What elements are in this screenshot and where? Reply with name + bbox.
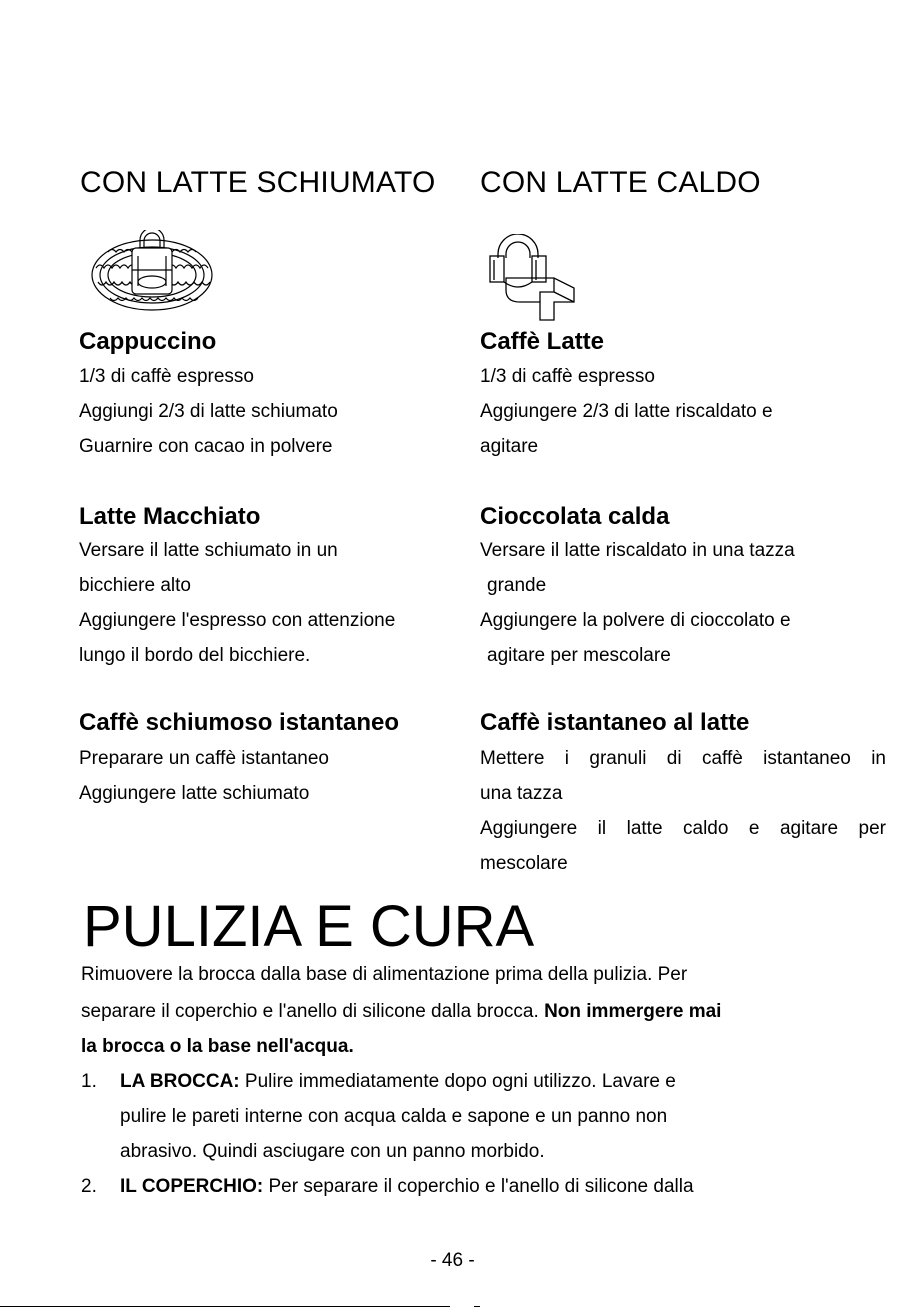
intro-text: separare il coperchio e l'anello di silicone dalla brocca.: [81, 1001, 545, 1022]
recipe-line: agitare per mescolare: [487, 645, 671, 666]
list-number: 2.: [81, 1176, 97, 1197]
intro-line: [81, 1036, 354, 1058]
recipe-line: Aggiungere l'espresso con attenzione: [79, 610, 396, 631]
recipe-line: Guarnire con cacao in polvere: [79, 436, 333, 457]
recipe-line: Aggiungere 2/3 di latte riscaldato e: [480, 401, 773, 422]
bottom-mark: [474, 1306, 480, 1307]
list-item: [120, 1176, 694, 1198]
intro-warning: Non immergere mai: [544, 1001, 722, 1022]
recipe-line: Mettere i granuli di caffè istantaneo in: [480, 748, 886, 769]
list-item-label: LA BROCCA:: [120, 1071, 240, 1092]
recipe-line: Preparare un caffè istantaneo: [79, 748, 329, 769]
list-item-text: pulire le pareti interne con acqua calda e sapone e un panno non: [120, 1106, 668, 1127]
recipe-line: Versare il latte riscaldato in una tazza: [480, 540, 795, 561]
recipe-line: bicchiere alto: [79, 575, 191, 596]
recipe-line: Aggiungere il latte caldo e agitare per: [480, 818, 886, 839]
bottom-rule: [0, 1306, 450, 1307]
recipe-line: lungo il bordo del bicchiere.: [79, 645, 311, 666]
list-item: [120, 1071, 676, 1093]
intro-warning: la brocca o la base nell'acqua.: [81, 1036, 354, 1057]
list-item-label: IL COPERCHIO:: [120, 1176, 264, 1197]
list-item-text: abrasivo. Quindi asciugare con un panno morbido.: [120, 1141, 545, 1162]
recipe-line: Aggiungi 2/3 di latte schiumato: [79, 401, 338, 422]
list-item-text: Per separare il coperchio e l'anello di silicone dalla: [263, 1176, 694, 1197]
recipe-line: Aggiungere latte schiumato: [79, 783, 310, 804]
recipe-line: grande: [487, 575, 547, 596]
frothing-whisk-icon: [86, 230, 218, 316]
recipe-line: agitare: [480, 436, 539, 457]
left-column-header: CON LATTE SCHIUMATO: [80, 166, 436, 199]
recipe-line: Versare il latte schiumato in un: [79, 540, 338, 561]
recipe-line: mescolare: [480, 853, 568, 874]
recipe-title-caffe-schiumoso: Caffè schiumoso istantaneo: [79, 709, 400, 736]
list-item-text: Pulire immediatamente dopo ogni utilizzo. Lavare e: [239, 1071, 676, 1092]
intro-line: Rimuovere la brocca dalla base di alimentazione prima della pulizia. Per: [81, 964, 688, 985]
recipe-line: 1/3 di caffè espresso: [480, 366, 655, 387]
list-number: 1.: [81, 1071, 97, 1092]
recipe-line: 1/3 di caffè espresso: [79, 366, 254, 387]
recipe-title-caffe-istantaneo: Caffè istantaneo al latte: [480, 709, 750, 736]
section-title: PULIZIA E CURA: [83, 894, 535, 959]
recipe-line: una tazza: [480, 783, 563, 804]
recipe-line: Aggiungere la polvere di cioccolato e: [480, 610, 791, 631]
page-number: - 46 -: [430, 1250, 475, 1271]
recipe-title-caffe-latte: Caffè Latte: [480, 328, 605, 355]
recipe-title-cioccolata-calda: Cioccolata calda: [480, 503, 670, 530]
heating-disc-icon: [484, 234, 580, 324]
right-column-header: CON LATTE CALDO: [480, 166, 761, 199]
intro-line: [81, 1001, 721, 1023]
recipe-title-cappuccino: Cappuccino: [79, 328, 217, 355]
recipe-title-latte-macchiato: Latte Macchiato: [79, 503, 261, 530]
